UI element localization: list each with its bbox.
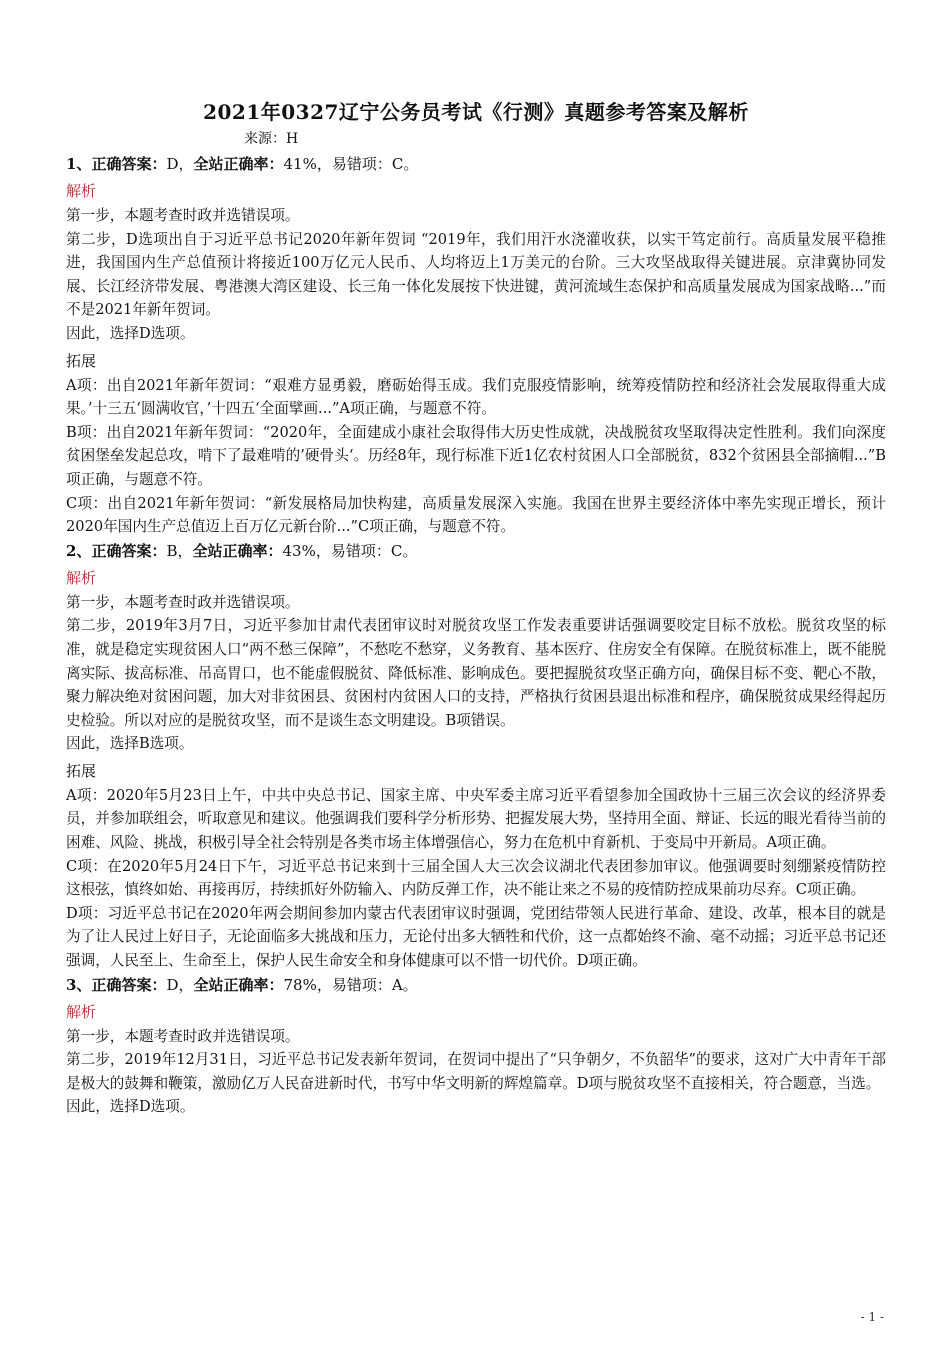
answer-label: 正确答案： (91, 541, 167, 560)
rate-value: 43%，易错项：C。 (282, 541, 418, 560)
extension-item: B项：出自2021年新年贺词：“2020年，全面建成小康社会取得伟大历史性成就，决战脱贫攻坚取得决定性胜利。我们向深度贫困堡垒发起总攻，啃下了最难啃的’硬骨头‘。历经8年，现行标准下近1亿农村贫困人口全部脱贫，832个贫困县全部摘帽...”B项正确，与题意不符。 (66, 423, 886, 488)
analysis-step: 第一步，本题考查时政并选错误项。 (66, 1027, 300, 1045)
question-number: 2、 (66, 541, 92, 560)
answer-value: D， (166, 155, 194, 173)
extension-item: C项：在2020年5月24日下午，习近平总书记来到十三届全国人大三次会议湖北代表团参加审议。他强调要时刻绷紧疫情防控这根弦，慎终如始、再接再厉，持续抓好外防输入、内防反弹工作，决不能让来之不易的疫情防控成果前功尽弃。C项正确。 (66, 857, 886, 899)
extension-item: A项：2020年5月23日上午，中共中央总书记、国家主席、中央军委主席习近平看望参加全国政协十三届三次会议的经济界委员，并参加联组会，听取意见和建议。他强调我们要科学分析形势、把握发展大势，坚持用全面、辩证、长远的眼光看待当前的困难、风险、挑战，积极引导全社会特别是各类市场主体增强信心，努力在危机中育新机、于变局中开新局。A项正确。 (66, 786, 886, 852)
analysis-step: 第二步，D选项出自于习近平总书记2020年新年贺词 “2019年，我们用汗水浇灌收获，以实干笃定前行。高质量发展平稳推进，我国国内生产总值预计将接近100万亿元人民币、人均将迈上1万美元的台阶。三大攻坚战取得关键进展。京津冀协同发展、长江经济带发展、粤港澳大湾区建设、长三角一体化发展按下快进键，黄河流域生态保护和高质量发展成为国家战略...”而不是2021年新年贺词。 (66, 230, 886, 319)
rate-label: 全站正确率： (193, 155, 284, 173)
answer-value: B， (166, 541, 193, 560)
rate-label: 全站正确率： (193, 975, 284, 994)
analysis-step: 第二步，2019年12月31日，习近平总书记发表新年贺词，在贺词中提出了“只争朝夕，不负韶华”的要求，这对广大中青年干部是极大的鼓舞和鞭策，激励亿万人民奋进新时代，书写中华文明新的辉煌篇章。D项与脱贫攻坚不直接相关，符合题意，当选。 (66, 1051, 886, 1092)
analysis-step: 因此，选择B选项。 (66, 735, 194, 753)
answer-value: D， (166, 975, 194, 994)
analysis-heading: 解析 (66, 1002, 97, 1021)
page-number: - 1 - (860, 1310, 884, 1324)
question-3 (66, 973, 886, 1119)
question-header (66, 152, 886, 176)
extension-heading: 拓展 (66, 761, 97, 780)
document-source: 来源：H (244, 131, 299, 147)
rate-label: 全站正确率： (192, 541, 283, 560)
question-2 (66, 539, 886, 973)
answer-label: 正确答案： (91, 975, 167, 994)
document-page (66, 98, 886, 1119)
answer-label: 正确答案： (91, 155, 167, 173)
extension-heading: 拓展 (66, 351, 97, 370)
analysis-heading: 解析 (66, 182, 97, 200)
rate-value: 41%，易错项：C。 (283, 155, 419, 173)
question-header (66, 973, 886, 997)
analysis-step: 因此，选择D选项。 (66, 1098, 195, 1116)
analysis-step: 第一步，本题考查时政并选错误项。 (66, 593, 300, 611)
document-title: 2021年0327辽宁公务员考试《行测》真题参考答案及解析 (203, 100, 749, 124)
extension-item: A项：出自2021年新年贺词：“艰难方显勇毅，磨砺始得玉成。我们克服疫情影响，统筹疫情防控和经济社会发展取得重大成果。’十三五‘圆满收官，’十四五‘全面擘画...”A项正确，与题意不符。 (66, 376, 886, 418)
analysis-step: 因此，选择D选项。 (66, 324, 195, 342)
question-1 (66, 152, 886, 539)
question-number: 3、 (66, 975, 92, 994)
question-header (66, 539, 886, 563)
rate-value: 78%，易错项：A。 (283, 975, 418, 994)
analysis-heading: 解析 (66, 568, 97, 587)
extension-item: D项：习近平总书记在2020年两会期间参加内蒙古代表团审议时强调，党团结带领人民进行革命、建设、改革，根本目的就是为了让人民过上好日子，无论面临多大挑战和压力，无论付出多大牺牲和代价，这一点都始终不渝、毫不动摇；习近平总书记还强调，人民至上、生命至上，保护人民生命安全和身体健康可以不惜一切代价。D项正确。 (66, 904, 886, 970)
analysis-step: 第一步，本题考查时政并选错误项。 (66, 207, 300, 224)
extension-item: C项：出自2021年新年贺词：“新发展格局加快构建，高质量发展深入实施。我国在世界主要经济体中率先实现正增长，预计2020年国内生产总值迈上百万亿元新台阶...”C项正确，与题意不符。 (66, 494, 886, 536)
analysis-step: 第二步，2019年3月7日，习近平参加甘肃代表团审议时对脱贫攻坚工作发表重要讲话强调要咬定目标不放松。脱贫攻坚的标准，就是稳定实现贫困人口“两不愁三保障”，不愁吃不愁穿，义务教育、基本医疗、住房安全有保障。在脱贫标准上，既不能脱离实际、拔高标准、吊高胃口，也不能虚假脱贫、降低标准、影响成色。要把握脱贫攻坚正确方向，确保目标不变、靶心不散，聚力解决绝对贫困问题，加大对非贫困县、贫困村内贫困人口的支持，严格执行贫困县退出标准和程序，确保脱贫成果经得起历史检验。所以对应的是脱贫攻坚，而不是谈生态文明建设。B项错误。 (66, 617, 886, 729)
question-number: 1、 (66, 155, 92, 173)
